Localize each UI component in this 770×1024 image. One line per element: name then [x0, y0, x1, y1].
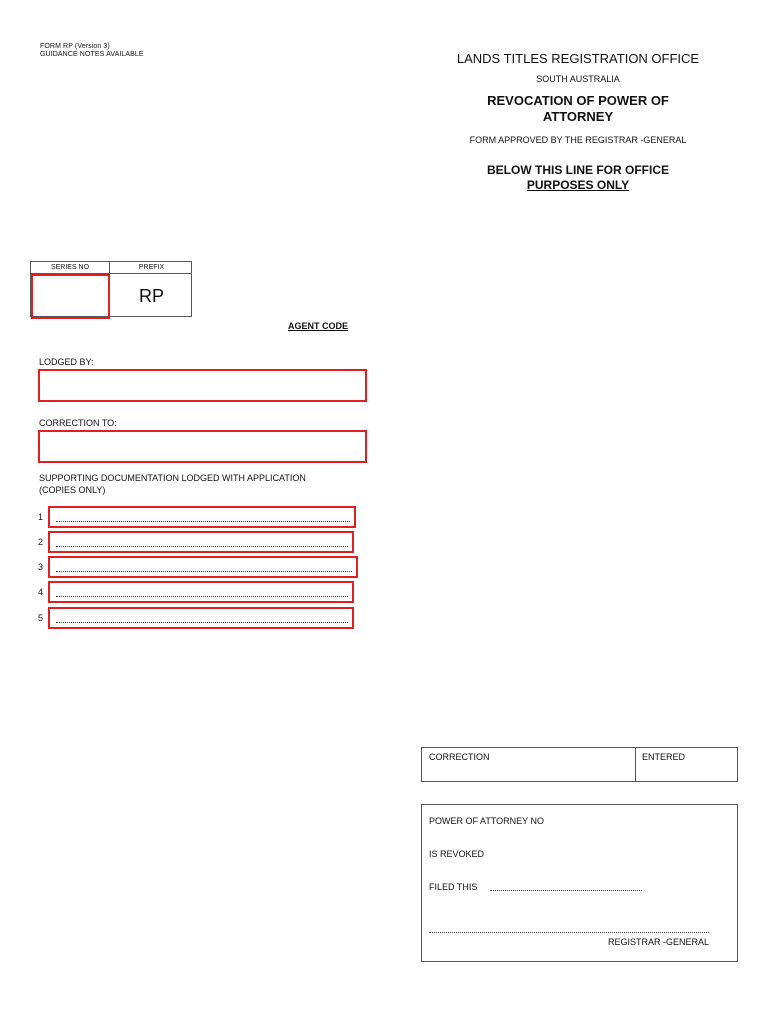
series-no-field[interactable] — [31, 274, 110, 319]
dotted-line — [56, 614, 348, 623]
correction-to-label: CORRECTION TO: — [39, 418, 117, 428]
form-title-line2: ATTORNEY — [542, 109, 614, 124]
correction-entered-divider — [635, 748, 636, 781]
state-name: SOUTH AUSTRALIA — [536, 74, 620, 84]
supporting-doc-number: 2 — [38, 537, 44, 547]
supporting-doc-row-1 — [38, 506, 358, 528]
filed-this-label: FILED THIS — [429, 882, 478, 892]
supporting-docs-label-line2: (COPIES ONLY) — [39, 485, 106, 495]
supporting-doc-row-2 — [38, 531, 358, 553]
supporting-doc-number: 4 — [38, 587, 44, 597]
supporting-doc-number: 5 — [38, 613, 44, 623]
form-version-note — [40, 43, 144, 59]
dotted-line — [56, 563, 352, 572]
supporting-doc-number: 1 — [38, 512, 44, 522]
prefix-label: PREFIX — [138, 264, 165, 271]
supporting-doc-field-4[interactable] — [48, 581, 354, 603]
supporting-doc-field-1[interactable] — [48, 506, 356, 528]
supporting-doc-field-3[interactable] — [48, 556, 358, 578]
supporting-docs-label — [39, 472, 306, 496]
dotted-line — [56, 588, 348, 597]
supporting-docs-label-line1: SUPPORTING DOCUMENTATION LODGED WITH APPLICATION — [39, 473, 306, 483]
power-of-attorney-box — [421, 804, 738, 962]
office-use-line2: PURPOSES ONLY — [526, 178, 630, 192]
supporting-doc-field-5[interactable] — [48, 607, 354, 629]
supporting-doc-field-2[interactable] — [48, 531, 354, 553]
correction-entered-box — [421, 747, 738, 782]
signature-dotted-line — [429, 926, 709, 933]
approval-note: FORM APPROVED BY THE REGISTRAR -GENERAL — [469, 135, 687, 145]
agent-code-label: AGENT CODE — [288, 321, 349, 331]
form-title — [420, 93, 736, 125]
office-name: LANDS TITLES REGISTRATION OFFICE — [456, 51, 700, 66]
series-no-label: SERIES NO — [50, 264, 90, 271]
office-use-heading — [420, 163, 736, 193]
form-title-line1: REVOCATION OF POWER OF — [487, 93, 669, 108]
entered-label: ENTERED — [642, 752, 686, 762]
is-revoked-label: IS REVOKED — [429, 849, 485, 859]
power-of-attorney-no-label: POWER OF ATTORNEY NO — [429, 816, 545, 826]
registrar-general-label: REGISTRAR -GENERAL — [607, 937, 709, 947]
guidance-notes: GUIDANCE NOTES AVAILABLE — [40, 51, 144, 58]
supporting-doc-row-4 — [38, 581, 358, 603]
supporting-doc-row-3 — [38, 556, 358, 578]
lodged-by-label: LODGED BY: — [39, 357, 94, 367]
correction-to-field[interactable] — [38, 430, 367, 463]
supporting-doc-row-5 — [38, 607, 358, 629]
lodged-by-field[interactable] — [38, 369, 367, 402]
dotted-line — [56, 513, 350, 522]
form-version: FORM RP (Version 3) — [40, 43, 110, 50]
dotted-line — [56, 538, 348, 547]
series-prefix-box — [30, 261, 192, 317]
prefix-value: RP — [138, 286, 164, 306]
correction-label: CORRECTION — [429, 752, 490, 762]
office-use-line1: BELOW THIS LINE FOR OFFICE — [487, 163, 669, 177]
filed-this-dotted-line — [490, 884, 642, 891]
supporting-doc-number: 3 — [38, 562, 44, 572]
